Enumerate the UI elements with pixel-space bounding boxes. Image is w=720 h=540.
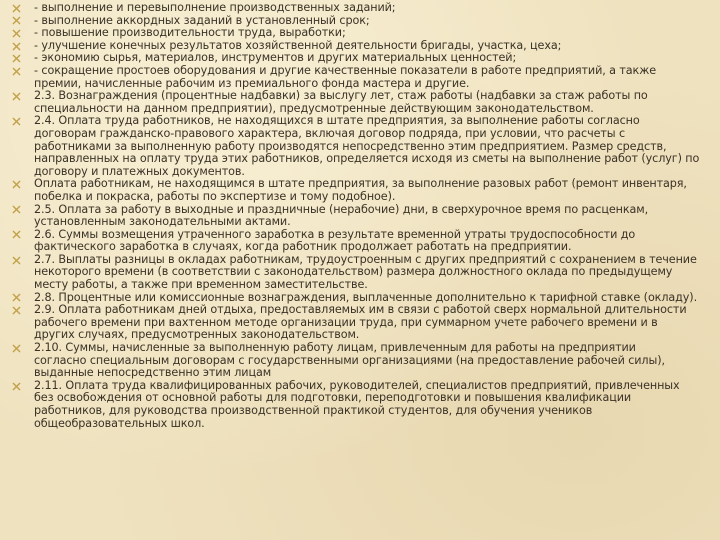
list-item — [12, 65, 702, 90]
list-item-text: Оплата работникам, не находящимся в штате предприятия, за выполнение разовых работ (ремонт инвентаря, побелка и покраска, работы по экспертизе и тому подобное). — [34, 177, 687, 203]
x-mark-icon — [12, 178, 34, 191]
list-item-text: - выполнение и перевыполнение производственных заданий; — [34, 1, 396, 14]
list-item-text: 2.7. Выплаты разницы в окладах работникам, трудоустроенным с других предприятий с сохранением в течение некоторого времени (в соответствии с законодательством) размера должностного оклада по предыдущему месту работы, а также при временном заместительстве. — [34, 252, 697, 292]
x-mark-icon — [12, 254, 34, 267]
list-item-text: 2.8. Процентные или комиссионные вознаграждения, выплаченные дополнительно к тарифной ставке (окладу). — [34, 290, 698, 304]
x-mark-icon — [12, 292, 34, 305]
x-mark-icon — [12, 40, 34, 53]
x-mark-icon — [12, 204, 34, 217]
list-item — [12, 304, 702, 342]
list-item — [12, 115, 702, 178]
x-mark-icon — [12, 342, 34, 355]
list-item-text: - выполнение аккордных заданий в установленный срок; — [34, 13, 370, 27]
x-mark-icon — [12, 65, 34, 78]
list-item — [12, 380, 702, 430]
list-item-text: - улучшение конечных результатов хозяйственной деятельности бригады, участка, цеха; — [34, 38, 562, 52]
list-item-text: 2.6. Суммы возмещения утраченного заработка в результате временной утраты трудоспособности до фактического заработка в случаях, когда работник продолжает работать на предприятии. — [34, 227, 636, 254]
list-item — [12, 178, 702, 203]
list-item-text: 2.3. Вознаграждения (процентные надбавки) за выслугу лет, стаж работы (надбавки за стаж работы по специальности на данном предприятии), предусмотренные действующим законодательством. — [34, 89, 648, 115]
x-mark-icon — [12, 90, 34, 103]
list-item — [12, 204, 702, 229]
list-item — [12, 342, 702, 380]
x-mark-icon — [12, 380, 34, 393]
list-item-text: 2.9. Оплата работникам дней отдыха, предоставляемых им в связи с работой сверх нормальной длительности рабочего времени при вахтенном методе организации труда, при суммарном учете рабочего времени и в других случаях, предусмотренных законодательством. — [34, 303, 687, 342]
x-mark-icon — [12, 52, 34, 65]
list-item — [12, 2, 702, 15]
list-item-text: 2.10. Суммы, начисленные за выполненную работу лицам, привлеченным для работы на предприятии согласно специальным договорам с государственными организациями (на предоставление рабочей силы), выданные непосредственно этим лицам — [34, 341, 665, 380]
x-mark-icon — [12, 304, 34, 317]
list-item-text: 2.11. Оплата труда квалифицированных рабочих, руководителей, специалистов предприятий, привлеченных без освобождения от основной работы для подготовки, переподготовки и повышения квалификации работников, для руководства производственной практикой студентов, для обучения учеников общеобразовательных школ. — [34, 378, 680, 430]
list-item-text: - повышение производительности труда, выработки; — [34, 26, 346, 40]
x-mark-icon — [12, 15, 34, 28]
list-item — [12, 254, 702, 292]
x-mark-icon — [12, 229, 34, 242]
list-item-text: 2.4. Оплата труда работников, не находящихся в штате предприятия, за выполнение работы согласно договорам гражданско-правового характера, включая договор подряда, при условии, что расчеты с работниками за выполненную работу производятся непосредственно этим предприятием. Размер средств, направленных на оплату труда этих работников, определяется исходя из сметы на выполнение работ (услуг) по договору и платежных документов. — [34, 114, 700, 178]
list-item — [12, 27, 702, 40]
x-mark-icon — [12, 27, 34, 40]
list-item-text: - экономию сырья, материалов, инструментов и других материальных ценностей; — [34, 51, 517, 65]
list-item — [12, 90, 702, 115]
list-item-text: - сокращение простоев оборудования и другие качественные показатели в работе предприятий, а также премии, начисленные рабочим из премиального фонда мастера и другие. — [34, 63, 656, 90]
list-item — [12, 229, 702, 254]
bullet-list — [12, 2, 702, 430]
x-mark-icon — [12, 115, 34, 128]
x-mark-icon — [12, 2, 34, 15]
list-item-text: 2.5. Оплата за работу в выходные и праздничные (нерабочие) дни, в сверхурочное время по расценкам, установленным законодательными актами. — [34, 202, 649, 229]
